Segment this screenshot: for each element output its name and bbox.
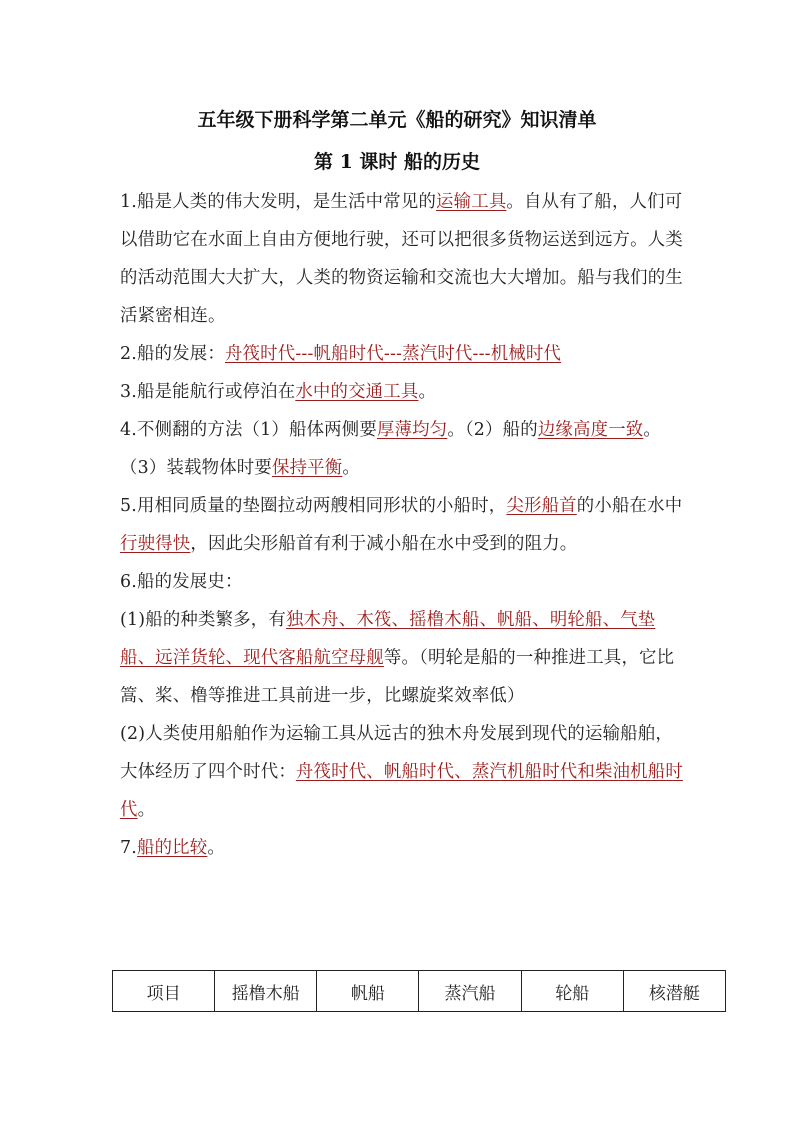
paragraph-p2 xyxy=(120,335,686,373)
paragraph-text: (2)人类使用船舶作为运输工具从远古的独木舟发展到现代的运输船舶，大体经历了四个时代： xyxy=(120,724,673,782)
highlighted-answer: 保持平衡 xyxy=(272,458,343,478)
paragraph-text: 5.用相同质量的垫圈拉动两艘相同形状的小船时， xyxy=(120,496,507,516)
paragraph-text: (1)船的种类繁多，有 xyxy=(120,610,286,630)
paragraph-p7 xyxy=(120,601,686,715)
paragraph-p1 xyxy=(120,183,686,335)
table-header-cell: 蒸汽船 xyxy=(419,971,521,1012)
paragraph-text: 4.不侧翻的方法（1）船体两侧要 xyxy=(120,420,377,440)
paragraph-text: 。 xyxy=(342,458,360,478)
paragraph-p6 xyxy=(120,563,686,601)
highlighted-answer: 舟筏时代---帆船时代---蒸汽时代---机械时代 xyxy=(224,344,562,364)
paragraph-text: 的小船在水中 xyxy=(576,496,683,516)
paragraph-p3 xyxy=(120,373,686,411)
table-header-cell: 摇橹木船 xyxy=(215,971,317,1012)
highlighted-answer: 独木舟、木筏、摇橹木船、帆船、明轮船、气垫船、远洋货轮、现代客船航空母舰 xyxy=(120,610,656,668)
paragraph-text: 。 xyxy=(207,838,225,858)
paragraph-p8 xyxy=(120,715,686,829)
highlighted-answer: 行驶得快 xyxy=(120,534,191,554)
paragraph-text: 。自从有了船，人们可以借助它在水面上自由方便地行驶，还可以把很多货物运送到远方。人类的活动范围大大扩大，人类的物资运输和交流也大大增加。船与我们的生活紧密相连。 xyxy=(120,192,683,326)
highlighted-answer: 尖形船首 xyxy=(506,496,577,516)
paragraph-text: 。 xyxy=(137,800,156,820)
ship-comparison-table xyxy=(112,970,726,1012)
table-header-cell: 核潜艇 xyxy=(623,971,725,1012)
paragraph-text: 3.船是能航行或停泊在 xyxy=(120,382,296,402)
paragraph-p5 xyxy=(120,487,686,563)
highlighted-answer: 船的比较 xyxy=(137,838,208,858)
table-header-cell: 轮船 xyxy=(521,971,623,1012)
highlighted-answer: 舟筏时代、帆船时代、蒸汽机船时代和柴油机船时代 xyxy=(120,762,683,820)
document-title: 五年级下册科学第二单元《船的研究》知识清单 xyxy=(197,109,597,131)
highlighted-answer: 厚薄均匀 xyxy=(376,420,448,440)
paragraph-p4 xyxy=(120,411,686,487)
paragraph-text: 。 xyxy=(418,382,437,402)
paragraph-text: 等。（明轮是船的一种推进工具，它比篙、桨、橹等推进工具前进一步，比螺旋桨效率低） xyxy=(120,648,675,706)
table-header-cell: 项目 xyxy=(113,971,215,1012)
paragraph-p9 xyxy=(120,829,686,867)
table-header-row xyxy=(113,971,726,1012)
highlighted-answer: 水中的交通工具 xyxy=(295,382,419,402)
paragraph-text: 2.船的发展： xyxy=(120,344,225,364)
paragraph-text: 6.船的发展史： xyxy=(120,572,243,592)
highlighted-answer: 边缘高度一致 xyxy=(537,420,644,440)
knowledge-content xyxy=(120,183,686,867)
paragraph-text: ，因此尖形船首有利于减小船在水中受到的阻力。 xyxy=(190,534,578,554)
paragraph-text: 1.船是人类的伟大发明，是生活中常见的 xyxy=(120,192,437,212)
table-header-cell: 帆船 xyxy=(317,971,419,1012)
paragraph-text: 。（3）装载物体时要 xyxy=(120,420,661,478)
lesson-subtitle: 第 1 课时 船的历史 xyxy=(313,151,481,173)
paragraph-text: 。（2）船的 xyxy=(447,420,538,440)
paragraph-text: 7. xyxy=(120,838,137,858)
highlighted-answer: 运输工具 xyxy=(436,192,507,212)
